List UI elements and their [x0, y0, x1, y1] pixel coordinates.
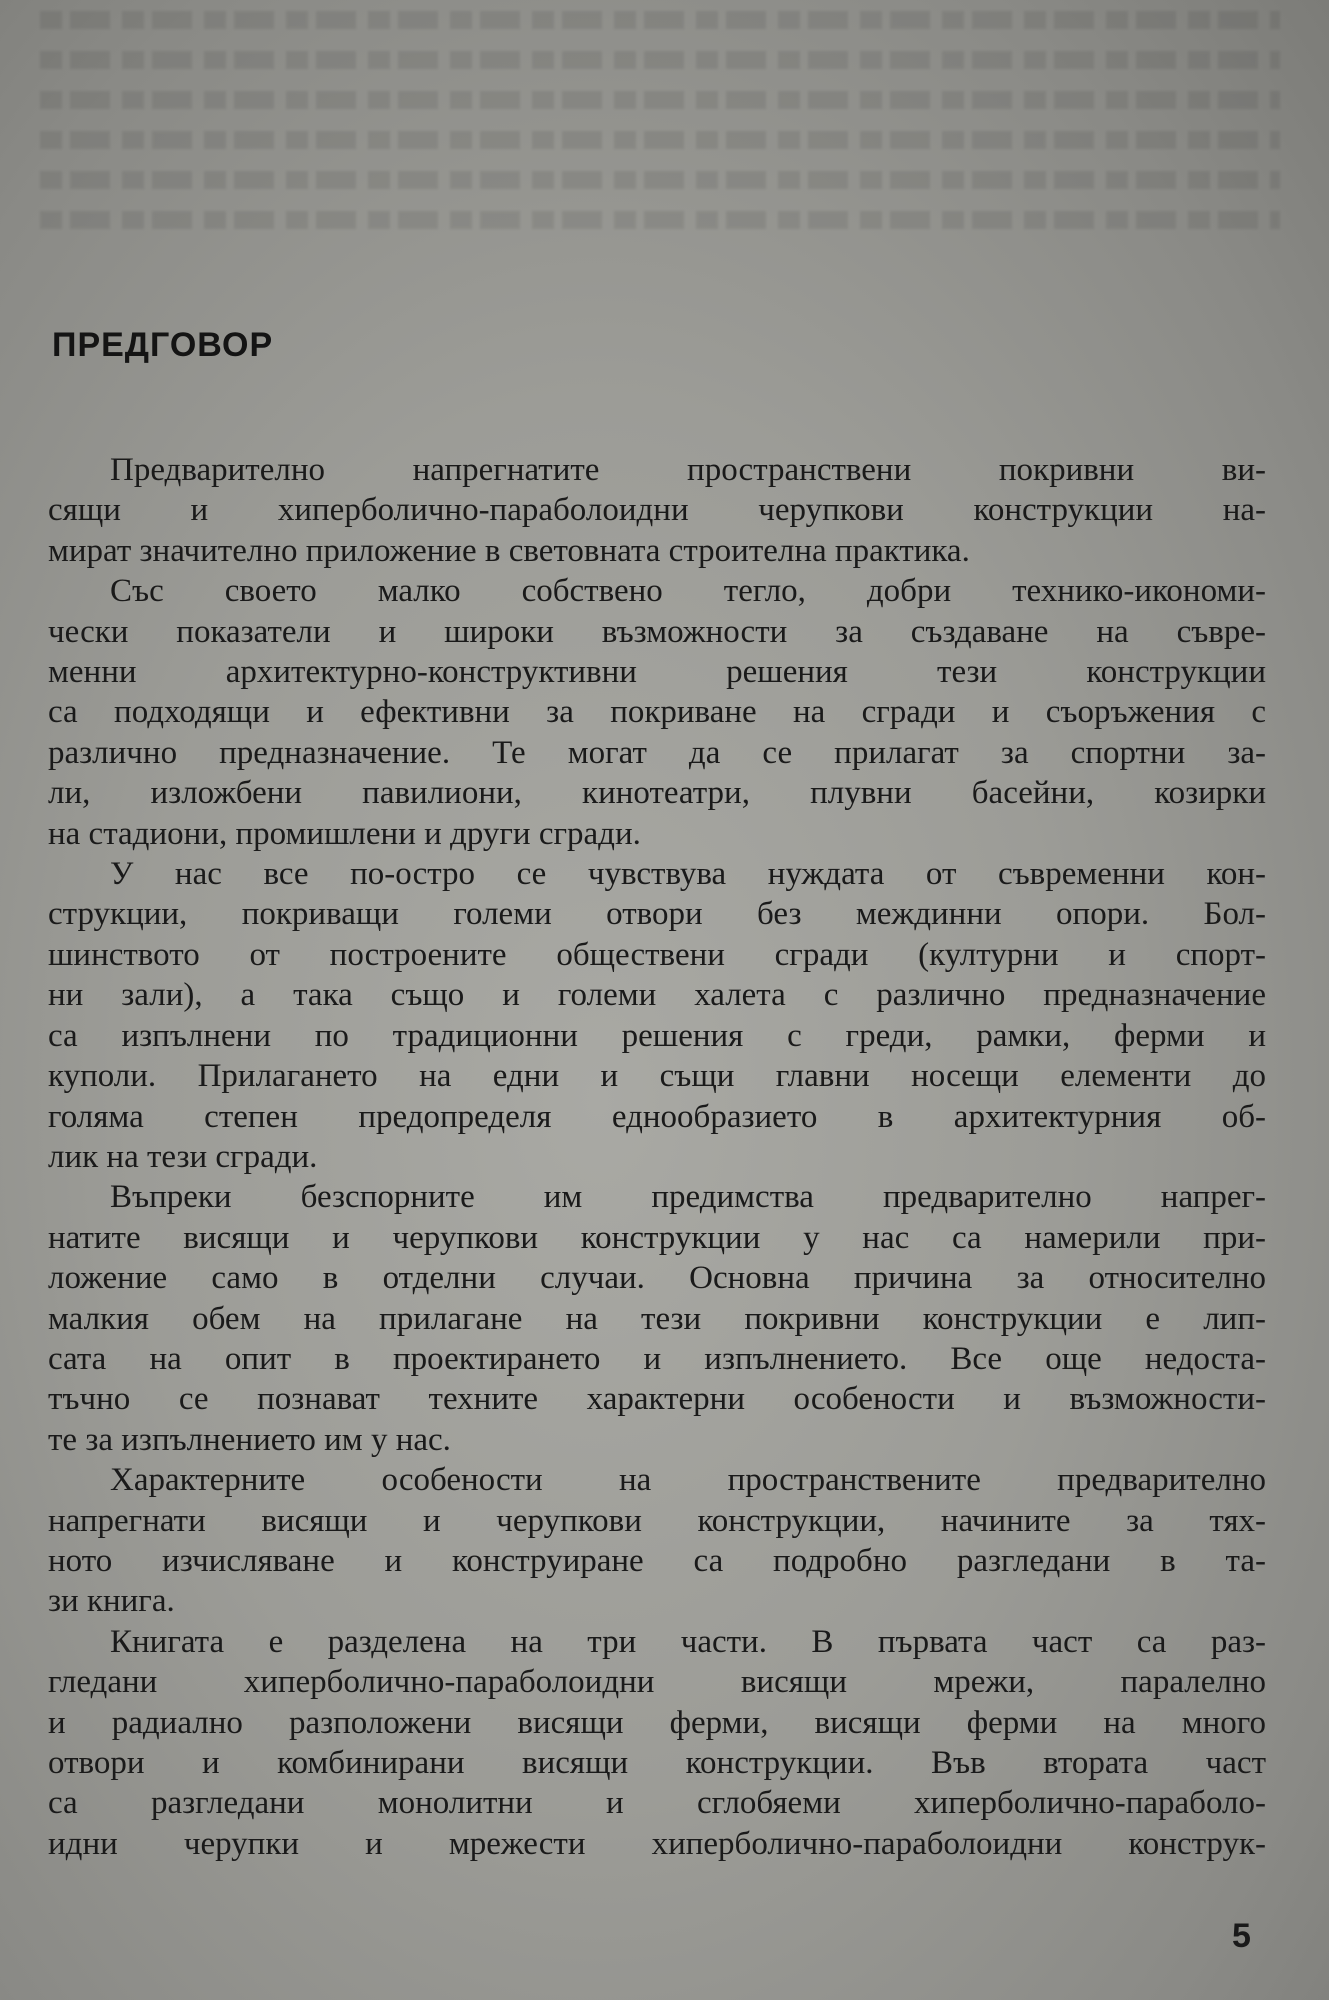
text-line: те за изпълнението им у нас. — [48, 1421, 451, 1458]
bleed-through-text — [40, 0, 1280, 280]
text-line: ложение само в отделни случаи. Основна причина за относително — [48, 1260, 1266, 1297]
body-text — [48, 450, 1266, 1864]
text-line: натите висящи и черупкови конструкции у нас са намерили при- — [48, 1219, 1266, 1256]
text-line: Книгата е разделена на три части. В първата част са раз- — [110, 1623, 1266, 1660]
text-line: ни зали), а така също и големи халета с различно предназначение — [48, 977, 1266, 1014]
page-number: 5 — [1232, 1917, 1251, 1955]
text-line: ното изчисляване и конструиране са подробно разгледани в та- — [48, 1542, 1266, 1579]
text-line: са разгледани монолитни и сглобяеми хиперболично-параболо- — [48, 1785, 1266, 1822]
text-line: и радиално разположени висящи ферми, висящи ферми на много — [48, 1704, 1266, 1741]
text-line: струкции, покриващи големи отвори без междинни опори. Бол- — [48, 896, 1266, 933]
text-line: чески показатели и широки възможности за създаване на съвре- — [48, 613, 1266, 650]
text-line: сата на опит в проектирането и изпълнението. Все още недоста- — [48, 1340, 1266, 1377]
text-line: тъчно се познават техните характерни особености и възможности- — [48, 1381, 1266, 1418]
text-line: гледани хиперболично-параболоидни висящи мрежи, паралелно — [48, 1664, 1266, 1701]
text-line: са подходящи и ефективни за покриване на сгради и съоръжения с — [48, 694, 1266, 731]
text-line: на стадиони, промишлени и други сгради. — [48, 815, 641, 852]
page-title: ПРЕДГОВОР — [52, 326, 274, 364]
text-line: идни черупки и мрежести хиперболично-параболоидни конструк- — [48, 1825, 1266, 1862]
text-line: Със своето малко собствено тегло, добри технико-икономи- — [110, 573, 1266, 610]
text-line: лик на тези сгради. — [48, 1138, 318, 1175]
text-line: ли, изложбени павилиони, кинотеатри, плувни басейни, козирки — [48, 775, 1266, 812]
text-line: мират значително приложение в световната строителна практика. — [48, 532, 970, 569]
text-line: малкия обем на прилагане на тези покривни конструкции е лип- — [48, 1300, 1266, 1337]
text-line: сящи и хиперболично-параболоидни черупкови конструкции на- — [48, 492, 1266, 529]
text-line: Характерните особености на пространствените предварително — [110, 1462, 1266, 1499]
text-line: Предварително напрегнатите пространствени покривни ви- — [110, 452, 1266, 488]
text-line: куполи. Прилагането на едни и същи главни носещи елементи до — [48, 1058, 1266, 1095]
text-line: са изпълнени по традиционни решения с греди, рамки, ферми и — [48, 1017, 1266, 1054]
text-line: шинството от построените обществени сгради (културни и спорт- — [48, 936, 1266, 973]
text-line: У нас все по-остро се чувствува нуждата от съвременни кон- — [110, 856, 1266, 893]
text-line: голяма степен предопределя еднообразието в архитектурния об- — [48, 1098, 1266, 1135]
text-line: отвори и комбинирани висящи конструкции. Във втората част — [48, 1745, 1266, 1781]
text-line: менни архитектурно-конструктивни решения тези конструкции — [48, 654, 1266, 691]
text-line: различно предназначение. Те могат да се прилагат за спортни за- — [48, 734, 1266, 771]
text-line: напрегнати висящи и черупкови конструкции, начините за тях- — [48, 1502, 1266, 1539]
text-line: Въпреки безспорните им предимства предварително напрег- — [110, 1179, 1266, 1216]
text-line: зи книга. — [48, 1583, 175, 1620]
